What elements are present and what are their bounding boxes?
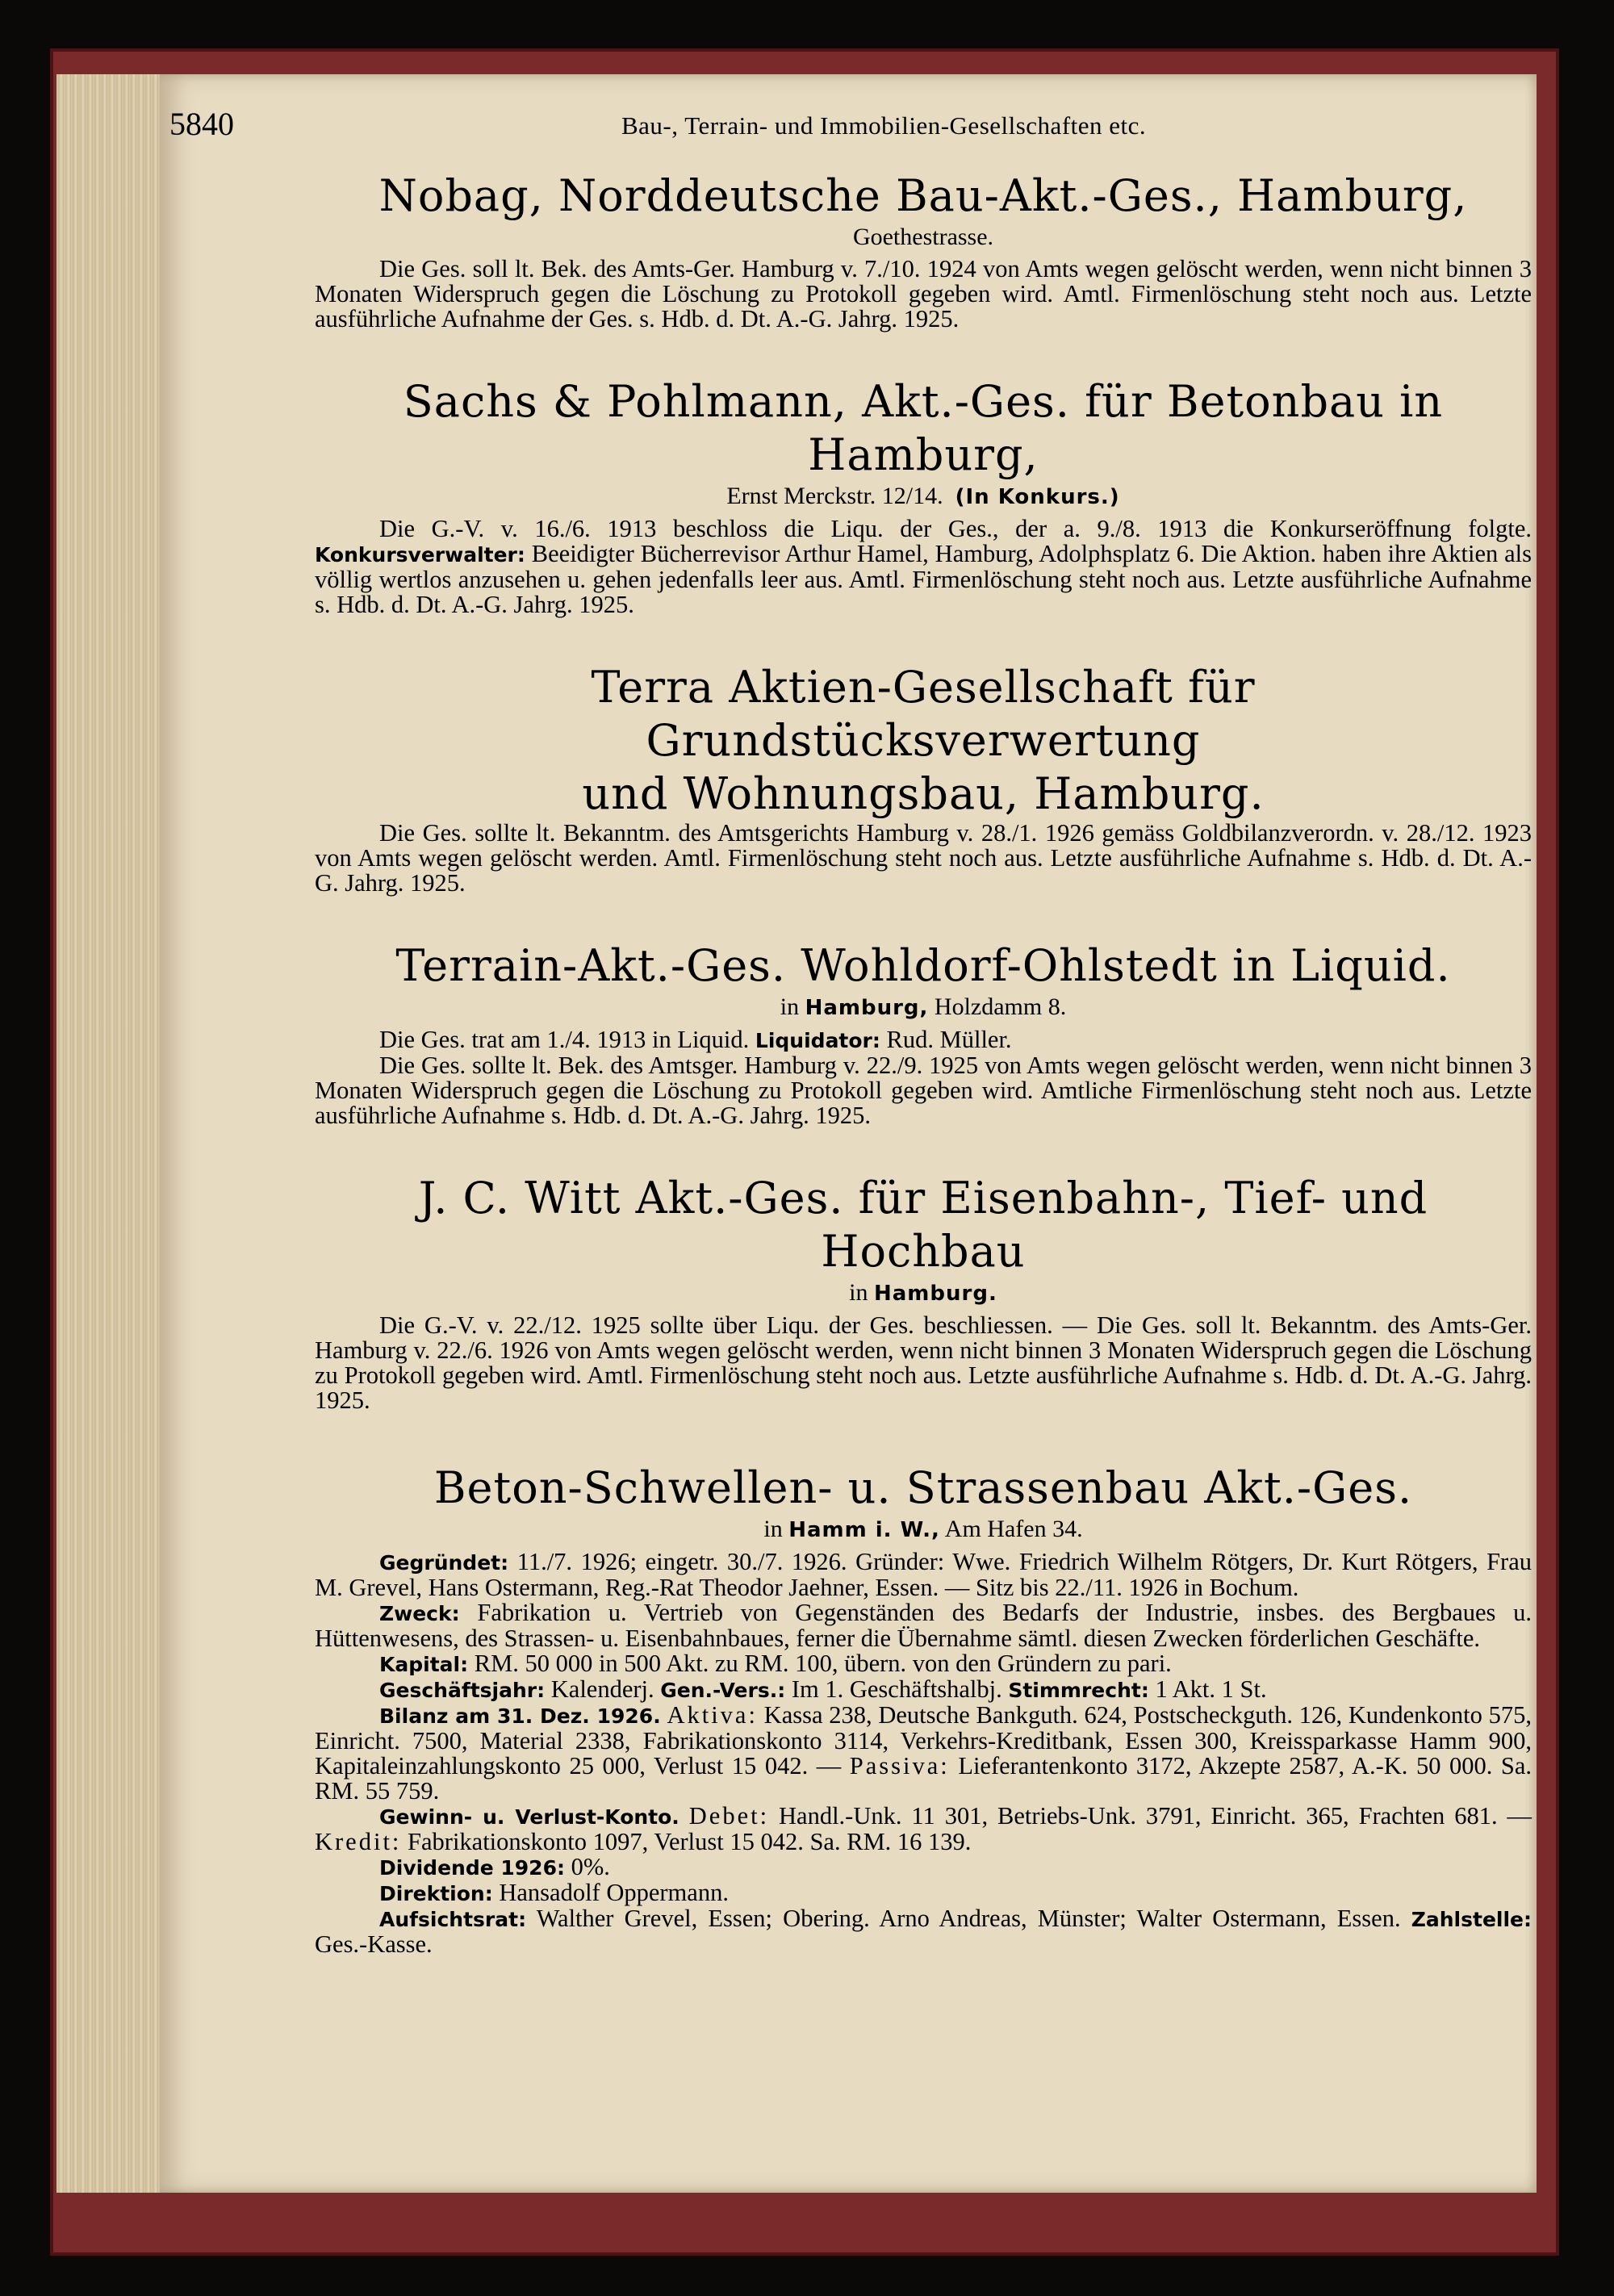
field-text: Ges.-Kasse. bbox=[315, 1930, 433, 1958]
section-bilanz bbox=[315, 1703, 1532, 1804]
field-text: Fabrikationskonto 1097, Verlust 15 042. Sa. RM. 16 139. bbox=[408, 1828, 972, 1855]
section-geschaeftsjahr bbox=[315, 1677, 1532, 1703]
entry-text: Die Ges. sollte lt. Bek. des Amtsger. Hamburg v. 22./9. 1925 von Amts wegen gelöscht werden, wenn nicht binnen 3 Monaten Widerspruch gegen die Löschung zu Protokoll gegeben wird. Amtliche Firmenlöschung steht noch aus. Letzte ausführliche Aufnahme s. Hdb. d. Dt. A.-G. Jahrg. 1925. bbox=[315, 1052, 1532, 1129]
entry-title-line-1: Terra Aktien-Gesellschaft für Grundstücksverwertung bbox=[591, 662, 1256, 766]
field-label: Liquidator: bbox=[755, 1029, 880, 1052]
field-label: Zahlstelle: bbox=[1411, 1908, 1532, 1931]
entry-address bbox=[315, 1515, 1532, 1545]
entry-title: Beton-Schwellen- u. Strassenbau Akt.-Ges. bbox=[433, 1462, 1413, 1513]
text-part: Rud. Müller. bbox=[886, 1026, 1012, 1053]
field-text: Walther Grevel, Essen; Obering. Arno Andreas, Münster; Walter Ostermann, Essen. bbox=[536, 1905, 1401, 1932]
field-label: Konkursverwalter: bbox=[315, 543, 525, 567]
entry-text bbox=[315, 1027, 1532, 1053]
field-text: Lieferantenkonto 3172, Akzepte 2587, A.-K. 50 000. Sa. RM. 55 759. bbox=[315, 1752, 1532, 1805]
address-city: Hamburg, bbox=[805, 996, 929, 1020]
entry-title: Terrain-Akt.-Ges. Wohldorf-Ohlstedt in Liquid. bbox=[395, 940, 1451, 991]
entry-terra bbox=[315, 661, 1532, 896]
status-label: (In Konkurs.) bbox=[955, 485, 1120, 509]
entry-sachs-pohlmann bbox=[315, 375, 1532, 617]
address-prefix: in bbox=[763, 1516, 783, 1542]
entry-title: J. C. Witt Akt.-Ges. für Eisenbahn-, Tief- und Hochbau bbox=[418, 1173, 1428, 1277]
address-street: Am Hafen 34. bbox=[944, 1516, 1083, 1542]
entry-text bbox=[315, 516, 1532, 617]
field-label: Gewinn- u. Verlust-Konto. bbox=[379, 1805, 679, 1829]
field-text: 0%. bbox=[571, 1853, 610, 1880]
field-text: Kassa 238, Deutsche Bankguth. 624, Postscheckguth. 126, Kundenkonto 575, Einricht. 7500, Material 2338, Fabrikationskonto 3114, Verkehrs-Kreditbank, Essen 300, Kreissparkasse Hamm 900, Kapitaleinzahlungskonto 25 000, Verlust 15 042. — bbox=[315, 1701, 1532, 1780]
entry-address: Goethestrasse. bbox=[852, 224, 994, 250]
entry-address bbox=[315, 482, 1532, 512]
address-prefix: in bbox=[780, 993, 800, 1020]
entry-witt bbox=[315, 1172, 1532, 1413]
entry-text: Die G.-V. v. 22./12. 1925 sollte über Liqu. der Ges. beschliessen. — Die Ges. soll lt. Bekanntm. des Amts-Ger. Hamburg v. 22./6. 1926 von Amts wegen gelöscht werden, wenn nicht binnen 3 Monaten Widerspruch gegen die Löschung zu Protokoll gegeben wird. Amtl. Firmenlöschung steht noch aus. Letzte ausführliche Aufnahme s. Hdb. d. Dt. A.-G. Jahrg. 1925. bbox=[315, 1311, 1532, 1414]
field-text: Handl.-Unk. 11 301, Betriebs-Unk. 3791, Einricht. 365, Frachten 681. — bbox=[779, 1802, 1532, 1830]
field-label: Gen.-Vers.: bbox=[660, 1679, 786, 1702]
entry-title-line-2: und Wohnungsbau, Hamburg. bbox=[582, 768, 1265, 819]
field-label: Zweck: bbox=[379, 1602, 460, 1625]
entry-text: Die Ges. soll lt. Bek. des Amts-Ger. Hamburg v. 7./10. 1924 von Amts wegen gelöscht werden, wenn nicht binnen 3 Monaten Widerspruch gegen die Löschung zu Protokoll gegeben wird. Amtl. Firmenlöschung steht noch aus. Letzte ausführliche Aufnahme der Ges. s. Hdb. d. Dt. A.-G. Jahrg. 1925. bbox=[315, 255, 1532, 332]
address-city: Hamburg. bbox=[874, 1282, 997, 1306]
entry-address bbox=[315, 993, 1532, 1023]
address-prefix: in bbox=[849, 1279, 868, 1306]
kredit-label: Kredit: bbox=[315, 1828, 402, 1855]
field-label: Direktion: bbox=[379, 1882, 493, 1905]
field-label: Aufsichtsrat: bbox=[379, 1908, 527, 1931]
field-text: Fabrikation u. Vertrieb von Gegenständen des Bedarfs der Industrie, insbes. des Bergbaues u. Hüttenwesens, des Strassen- u. Eisenbahnbaues, ferner die Übernahme sämtl. diesen Zwecken förderlichen Geschäfte. bbox=[315, 1599, 1532, 1652]
section-aufsichtsrat bbox=[315, 1906, 1532, 1957]
page-header bbox=[169, 105, 1509, 153]
address-street: Holzdamm 8. bbox=[934, 993, 1067, 1020]
text-part: Die Ges. trat am 1./4. 1913 in Liquid. bbox=[379, 1026, 750, 1053]
field-text: 11./7. 1926; eingetr. 30./7. 1926. Gründer: Wwe. Friedrich Wilhelm Rötgers, Dr. Kurt Rötgers, Frau M. Grevel, Hans Ostermann, Reg.-Rat Theodor Jaehner, Essen. — Sitz bis 22./11. 1926 in Bochum. bbox=[315, 1548, 1532, 1601]
debet-label: Debet: bbox=[688, 1802, 770, 1830]
page-number: 5840 bbox=[169, 106, 234, 142]
field-label: Dividende 1926: bbox=[379, 1856, 565, 1880]
running-head: Bau-, Terrain- und Immobilien-Gesellschaften etc. bbox=[621, 111, 1147, 140]
section-zweck bbox=[315, 1600, 1532, 1651]
field-text: 1 Akt. 1 St. bbox=[1155, 1675, 1267, 1703]
address-city: Hamm i. W., bbox=[788, 1518, 940, 1542]
field-text: RM. 50 000 in 500 Akt. zu RM. 100, übern. von den Gründern zu pari. bbox=[474, 1650, 1172, 1677]
field-label: Kapital: bbox=[379, 1653, 469, 1676]
field-text: Hansadolf Oppermann. bbox=[499, 1879, 729, 1906]
text-part: Die G.-V. v. 16./6. 1913 beschloss die Liqu. der Ges., der a. 9./8. 1913 die Konkurseröffnung folgte. bbox=[379, 515, 1532, 542]
entry-address bbox=[315, 1278, 1532, 1308]
field-label: Bilanz am 31. Dez. 1926. bbox=[379, 1704, 661, 1728]
field-text: Kalenderj. bbox=[550, 1675, 654, 1703]
field-label: Gegründet: bbox=[379, 1551, 509, 1575]
section-gegruendet bbox=[315, 1549, 1532, 1600]
entry-nobag bbox=[315, 169, 1532, 332]
page-edges bbox=[56, 74, 169, 2193]
text-part: Beeidigter Bücherrevisor Arthur Hamel, Hamburg, Adolphsplatz 6. Die Aktion. haben ihre Aktien als völlig wertlos anzusehen u. gehen jedenfalls leer aus. Amtl. Firmenlöschung steht noch aus. Letzte ausführliche Aufnahme s. Hdb. d. Dt. A.-G. Jahrg. 1925. bbox=[315, 540, 1532, 618]
field-label: Geschäftsjahr: bbox=[379, 1679, 546, 1702]
field-text: Im 1. Geschäftshalbj. bbox=[791, 1675, 1002, 1703]
entry-beton-schwellen bbox=[315, 1462, 1532, 1957]
section-guv bbox=[315, 1804, 1532, 1855]
entry-wohldorf-ohlstedt bbox=[315, 939, 1532, 1128]
address-street: Ernst Merckstr. 12/14. bbox=[726, 483, 943, 509]
passiva-label: Passiva: bbox=[849, 1752, 950, 1780]
field-label: Stimmrecht: bbox=[1008, 1679, 1149, 1702]
entry-text: Die Ges. sollte lt. Bekanntm. des Amtsgerichts Hamburg v. 28./1. 1926 gemäss Goldbilanzverordn. v. 28./12. 1923 von Amts wegen gelöscht werden. Amtl. Firmenlöschung steht noch aus. Letzte ausführliche Aufnahme s. Hdb. d. Dt. A.-G. Jahrg. 1925. bbox=[315, 819, 1532, 897]
page-content bbox=[315, 169, 1532, 1957]
entry-title: Nobag, Norddeutsche Bau-Akt.-Ges., Hamburg, bbox=[378, 170, 1468, 221]
aktiva-label: Aktiva: bbox=[667, 1701, 758, 1729]
section-dividende bbox=[315, 1855, 1532, 1880]
entry-title: Sachs & Pohlmann, Akt.-Ges. für Betonbau in Hamburg, bbox=[403, 376, 1444, 480]
section-kapital bbox=[315, 1651, 1532, 1677]
section-direktion bbox=[315, 1880, 1532, 1906]
